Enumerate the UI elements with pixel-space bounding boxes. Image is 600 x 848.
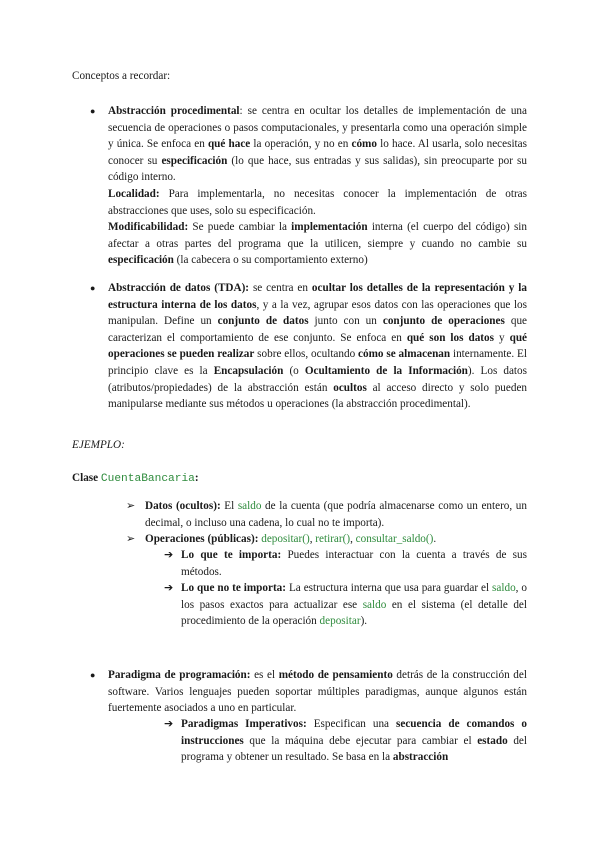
arrow-icon: ➔ xyxy=(164,581,174,594)
datos-item: Datos (ocultos): El saldo de la cuenta (que podría almacenarse como un entero, un decimal, o incluso una cadena, lo cual no te importa). xyxy=(145,500,527,529)
arrowhead-icon: ➢ xyxy=(126,532,136,545)
class-heading: Clase CuentaBancaria: xyxy=(72,472,199,485)
operaciones-item: Operaciones (públicas): depositar(), retirar(), consultar_saldo(). xyxy=(145,533,437,545)
bullet-dot: ● xyxy=(90,283,96,293)
bullet-data-abstraction xyxy=(108,280,527,413)
example-label: EJEMPLO: xyxy=(72,439,125,451)
locality-paragraph: Localidad: Para implementarla, no necesitas conocer la implementación de otras abstracciones que uses, solo su especificación. xyxy=(108,187,527,217)
paradigm-paragraph: Paradigma de programación: es el método de pensamiento detrás de la construcción del software. Varios lenguajes pueden soportar múltiples paradigmas, aunque algunos están fuertemente asociados a uno en particular. xyxy=(108,669,527,715)
arrow-icon: ➔ xyxy=(164,717,174,730)
imperative-item: Paradigmas Imperativos: Especifican una secuencia de comandos o instrucciones que la máquina debe ejecutar para cambiar el estado del programa y obtener un resultado. Se basa en la abstracción xyxy=(181,718,528,764)
data-abstraction-paragraph: Abstracción de datos (TDA): se centra en ocultar los detalles de la representación y la estructura interna de los datos, y a la vez, agrupar esos datos con las operaciones que los manipulan. Define un conjunto de datos junto con un conjunto de operaciones que caracterizan el comportamiento de ese conjunto. Se enfoca en qué son los datos y qué operaciones se pueden realizar sobre ellos, ocultando cómo se almacenan internamente. El principio clave es la Encapsulación (o Ocultamiento de la Información). Los datos (atributos/propiedades) de la abstracción están ocultos al acceso directo y solo pueden manipularse mediante sus métodos u operaciones (la abstracción procedimental). xyxy=(108,282,528,411)
bullet-dot: ● xyxy=(90,106,96,116)
bullet-procedural-abstraction xyxy=(108,103,527,269)
arrow-icon: ➔ xyxy=(164,548,174,561)
importa-item: Lo que te importa: Puedes interactuar con la cuenta a través de sus métodos. xyxy=(181,549,527,578)
bullet-dot: ● xyxy=(90,670,96,680)
intro-text: Conceptos a recordar: xyxy=(72,70,171,82)
procedural-paragraph: Abstracción procedimental: se centra en ocultar los detalles de implementación de una secuencia de operaciones o pasos computacionales, y presentarla como una operación simple y única. Se enfoca en qué hace la operación, y no en cómo lo hace. Al usarla, solo necesitas conocer su especificación (lo que hace, sus entradas y sus salidas), sin preocuparte por su código interno. xyxy=(108,105,527,184)
arrowhead-icon: ➢ xyxy=(126,499,136,512)
modifiability-paragraph: Modificabilidad: Se puede cambiar la implementación interna (el cuerpo del código) sin afectar a otras partes del programa que la utilicen, siempre y cuando no cambie su especificación (la cabecera o su comportamiento externo) xyxy=(108,221,527,267)
no-importa-item: Lo que no te importa: La estructura interna que usa para guardar el saldo, o los pasos exactos para actualizar ese saldo en el sistema (el detalle del procedimiento de la operación depositar). xyxy=(181,582,528,628)
bullet-paradigm xyxy=(108,667,527,717)
